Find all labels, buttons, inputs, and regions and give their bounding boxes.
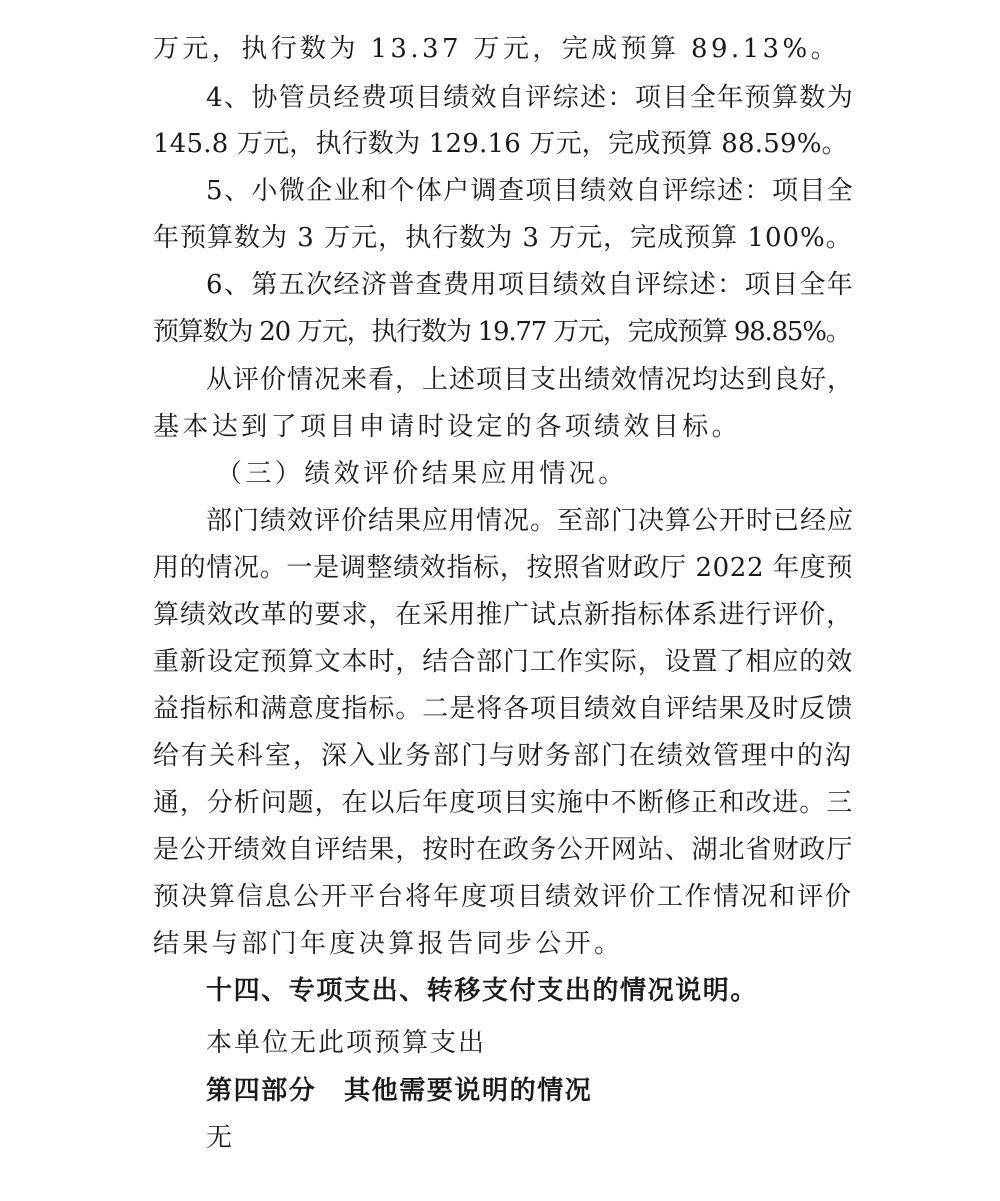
paragraph-line: 通，分析问题，在以后年度项目实施中不断修正和改进。三 (153, 788, 853, 818)
paragraph-line: 部门绩效评价结果应用情况。至部门决算公开时已经应 (206, 506, 855, 536)
paragraph-line: 重新设定预算文本时，结合部门工作实际，设置了相应的效 (153, 647, 853, 677)
paragraph-line: 年预算数为 3 万元，执行数为 3 万元，完成预算 100%。 (153, 223, 853, 253)
paragraph-line: 结果与部门年度决算报告同步公开。 (153, 929, 624, 959)
section-body: 本单位无此项预算支出 (206, 1028, 487, 1058)
paragraph-line: 145.8 万元，执行数为 129.16 万元，完成预算 88.59%。 (153, 129, 848, 159)
part-heading: 第四部分 其他需要说明的情况 (206, 1076, 593, 1106)
paragraph-line: 给有关科室，深入业务部门与财务部门在绩效管理中的沟 (153, 741, 854, 771)
paragraph-line: 是公开绩效自评结果，按时在政务公开网站、湖北省财政厅 (153, 835, 853, 865)
paragraph-line: 预算数为 20 万元，执行数为 19.77 万元，完成预算 98.85%。 (153, 317, 851, 347)
section-heading: 十四、专项支出、转移支付支出的情况说明。 (206, 976, 759, 1006)
subsection-heading: （三）绩效评价结果应用情况。 (216, 459, 628, 489)
paragraph-line: 6、第五次经济普查费用项目绩效自评综述：项目全年 (206, 270, 855, 300)
paragraph-line: 万元，执行数为 13.37 万元，完成预算 89.13%。 (153, 34, 840, 64)
paragraph-line: 4、协管员经费项目绩效自评综述：项目全年预算数为 (206, 83, 855, 113)
paragraph-line: 预决算信息公开平台将年度项目绩效评价工作情况和评价 (153, 882, 854, 912)
paragraph-line: 算绩效改革的要求，在采用推广试点新指标体系进行评价， (153, 600, 853, 630)
paragraph-line: 5、小微企业和个体户调查项目绩效自评综述：项目全 (206, 176, 855, 206)
paragraph-line: 从评价情况来看，上述项目支出绩效情况均达到良好， (206, 365, 855, 395)
paragraph-line: 用的情况。一是调整绩效指标，按照省财政厅 2022 年度预 (153, 553, 853, 583)
paragraph-line: 益指标和满意度指标。二是将各项目绩效自评结果及时反馈 (153, 694, 853, 724)
part-body: 无 (206, 1123, 235, 1153)
paragraph-line: 基本达到了项目申请时设定的各项绩效目标。 (153, 412, 742, 442)
